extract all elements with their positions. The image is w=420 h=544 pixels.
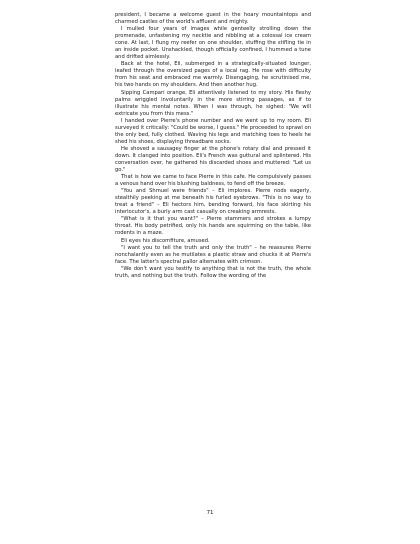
- paragraph: "We don't want you testify to anything that is not the truth, the whole truth, and nothing but the truth. Follow the wording of the: [115, 265, 311, 279]
- paragraph: "I want you to tell the truth and only the truth" – he reassures Pierre nonchalantly even as he mutilates a plastic straw and chucks it at Pierre's face. The latter's spectral pallor alternates with crimson.: [115, 244, 311, 265]
- paragraph: "What is it that you want?" – Pierre stammers and strokes a lumpy throat. His body petrified, only his hands are squirming on the table, like rodents in a maze.: [115, 216, 311, 237]
- paragraph: That is how we came to face Pierre in this cafe. He compulsively passes a venous hand over his blushing baldness, to fend off the breeze.: [115, 174, 311, 188]
- paragraph: Back at the hotel, Eli, submerged in a strategically-situated lounger, leafed through the oversized pages of a local rag. He rose with difficulty from his seat and embraced me warmly. Disengaging, he scrutinised me, his two hands on my shoulders. And then another hug.: [115, 61, 311, 89]
- paragraph: I handed over Pierre's phone number and we went up to my room. Eli surveyed it critically: "Could be worse, I guess." He proceeded to sprawl on the only bed, fully clothed. Waving his legs and matching toes to heels he shed his shoes, displaying threadbare socks.: [115, 117, 311, 145]
- paragraph: Sipping Campari orange, Eli attentively listened to my story. His fleshy palms wriggled involuntarily in the more stirring passages, as if to illustrate his mental notes. When I was through, he sighed: "We will extricate you from this mess.": [115, 89, 311, 117]
- body-text: [115, 12, 311, 280]
- paragraph: president, I became a welcome guest in the hoary mountaintops and charmed castles of the world's affluent and mighty.: [115, 12, 311, 26]
- paragraph: I mulled four years of images while genteelly strolling down the promenade, unfastening my necktie and nibbling at a colossal ice cream cone. At last, I flung my reefer on one shoulder, stuffing the stifling tie in an inside pocket. Unshackled, though officially confined, I hummed a tune and drifted aimlessly.: [115, 26, 311, 61]
- page-number: 71: [206, 510, 214, 516]
- paragraph: "You and Shmuel were friends" – Eli implores. Pierre nods eagerly, stealthily peeking at me beneath his furled eyebrows. "This is no way to treat a friend" – Eli hectors him, bending forward, his face skirting his interlocutor's, a burly arm cast casually on creaking armrests.: [115, 188, 311, 216]
- paragraph: He shoved a sausagey finger at the phone's rotary dial and pressed it down. It clanged into position. Eli's French was guttural and splintered. His conversation over, he gathered his discarded shoes and muttered: "Let us go.": [115, 145, 311, 174]
- paragraph: Eli eyes his discomfiture, amused.: [121, 237, 210, 244]
